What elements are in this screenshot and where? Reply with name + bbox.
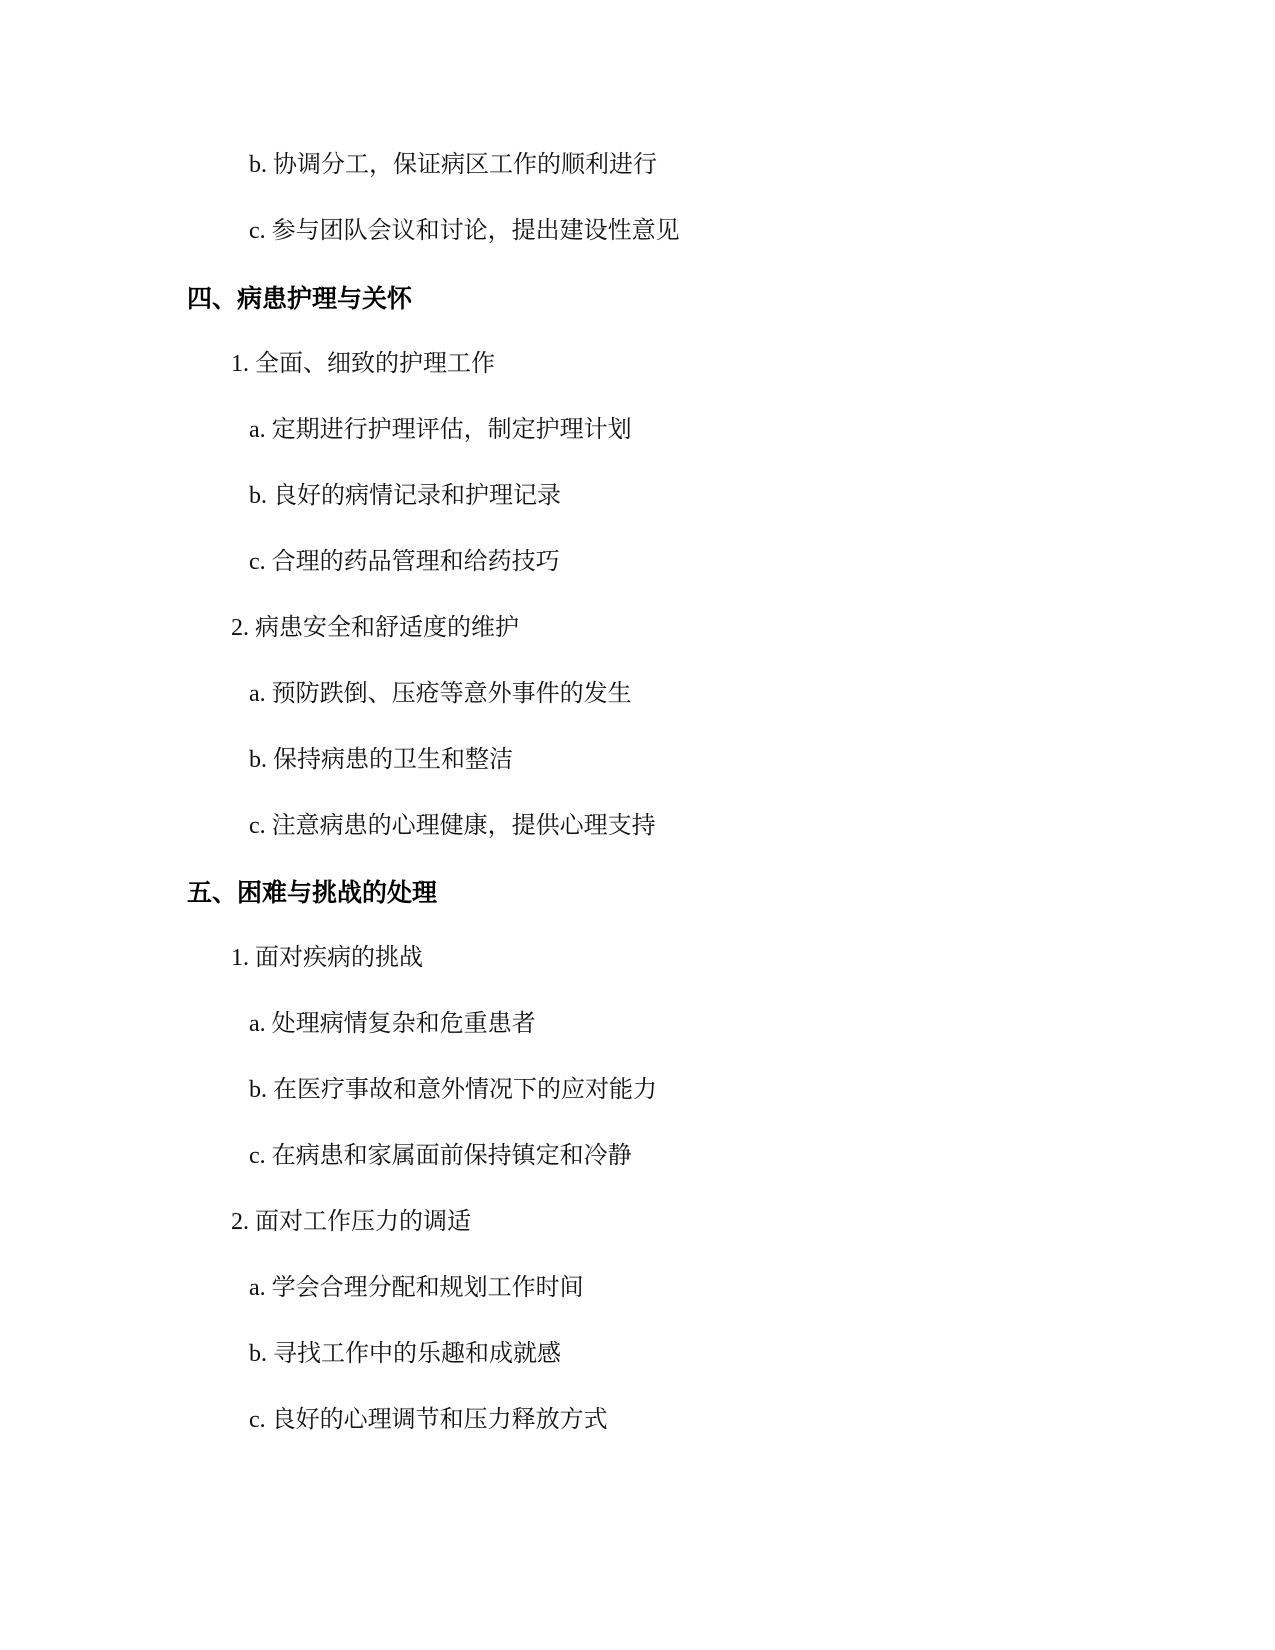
list-item: c. 在病患和家属面前保持镇定和冷静 bbox=[249, 1143, 632, 1169]
section-heading: 四、病患护理与关怀 bbox=[187, 284, 413, 313]
list-item: c. 注意病患的心理健康，提供心理支持 bbox=[249, 813, 656, 839]
list-item: a. 预防跌倒、压疮等意外事件的发生 bbox=[249, 681, 632, 707]
list-item: b. 协调分工，保证病区工作的顺利进行 bbox=[249, 152, 657, 178]
section-heading: 五、困难与挑战的处理 bbox=[187, 878, 438, 907]
list-item: c. 良好的心理调节和压力释放方式 bbox=[249, 1407, 608, 1433]
list-item: 2. 病患安全和舒适度的维护 bbox=[231, 615, 519, 641]
list-item: a. 处理病情复杂和危重患者 bbox=[249, 1011, 536, 1037]
list-item: b. 良好的病情记录和护理记录 bbox=[249, 483, 561, 509]
list-item: b. 寻找工作中的乐趣和成就感 bbox=[249, 1341, 561, 1367]
list-item: 2. 面对工作压力的调适 bbox=[231, 1209, 471, 1235]
list-item: a. 学会合理分配和规划工作时间 bbox=[249, 1275, 584, 1301]
list-item: 1. 全面、细致的护理工作 bbox=[231, 351, 495, 377]
list-item: c. 合理的药品管理和给药技巧 bbox=[249, 549, 560, 575]
list-item: b. 在医疗事故和意外情况下的应对能力 bbox=[249, 1077, 657, 1103]
list-item: 1. 面对疾病的挑战 bbox=[231, 945, 423, 971]
list-item: b. 保持病患的卫生和整洁 bbox=[249, 747, 513, 773]
list-item: c. 参与团队会议和讨论，提出建设性意见 bbox=[249, 218, 680, 244]
list-item: a. 定期进行护理评估，制定护理计划 bbox=[249, 417, 632, 443]
